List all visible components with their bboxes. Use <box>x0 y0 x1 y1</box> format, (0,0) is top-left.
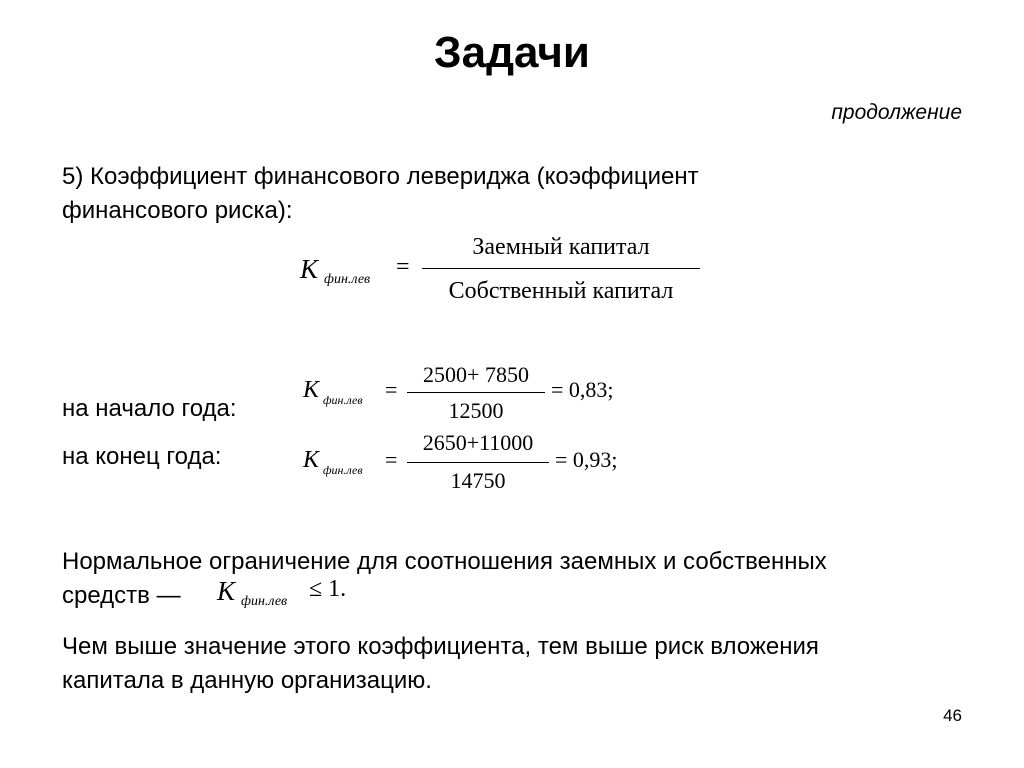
norm-formula <box>217 572 377 612</box>
end-k-symbol: К <box>303 447 319 473</box>
formula-denominator: Собственный капитал <box>448 278 674 304</box>
norm-k-subscript: фин.лев <box>241 594 288 609</box>
start-year-label: на начало года: <box>62 395 237 422</box>
start-numerator: 2500+ 7850 <box>423 362 529 387</box>
formula-numerator: Заемный капитал <box>472 234 650 260</box>
intro-line-2: финансового риска): <box>62 197 293 224</box>
page-title: Задачи <box>434 28 590 77</box>
end-year-formula <box>303 430 643 496</box>
start-denominator: 12500 <box>448 398 504 423</box>
norm-k-symbol: К <box>217 576 235 606</box>
start-k-subscript: фин.лев <box>323 393 363 407</box>
page-number: 46 <box>943 706 962 725</box>
end-equals: = <box>385 447 398 472</box>
start-year-formula <box>303 362 643 428</box>
subtitle: продолжение <box>831 101 962 124</box>
norm-line-1: Нормальное ограничение для соотношения заемных и собственных <box>62 548 827 575</box>
formula-k-subscript: фин.лев <box>324 272 371 287</box>
end-fraction-bar <box>407 462 549 463</box>
main-formula <box>300 232 720 312</box>
end-denominator: 14750 <box>450 468 506 493</box>
end-k-subscript: фин.лев <box>323 463 363 477</box>
formula-equals: = <box>396 254 410 280</box>
start-result: = 0,83; <box>551 377 614 402</box>
end-numerator: 2650+11000 <box>422 430 534 455</box>
fraction-bar <box>422 268 700 269</box>
norm-line-2: средств — <box>62 582 181 609</box>
conclusion-line-2: капитала в данную организацию. <box>62 667 432 694</box>
norm-relation: ≤ 1. <box>309 576 347 602</box>
intro-line-1: 5) Коэффициент финансового левериджа (коэффициент <box>62 163 699 190</box>
formula-k-symbol: К <box>300 254 318 284</box>
conclusion-line-1: Чем выше значение этого коэффициента, тем выше риск вложения <box>62 633 819 660</box>
start-fraction-bar <box>407 392 545 393</box>
start-equals: = <box>385 377 398 402</box>
end-result: = 0,93; <box>555 447 618 472</box>
start-k-symbol: К <box>303 377 319 403</box>
end-year-label: на конец года: <box>62 443 222 470</box>
